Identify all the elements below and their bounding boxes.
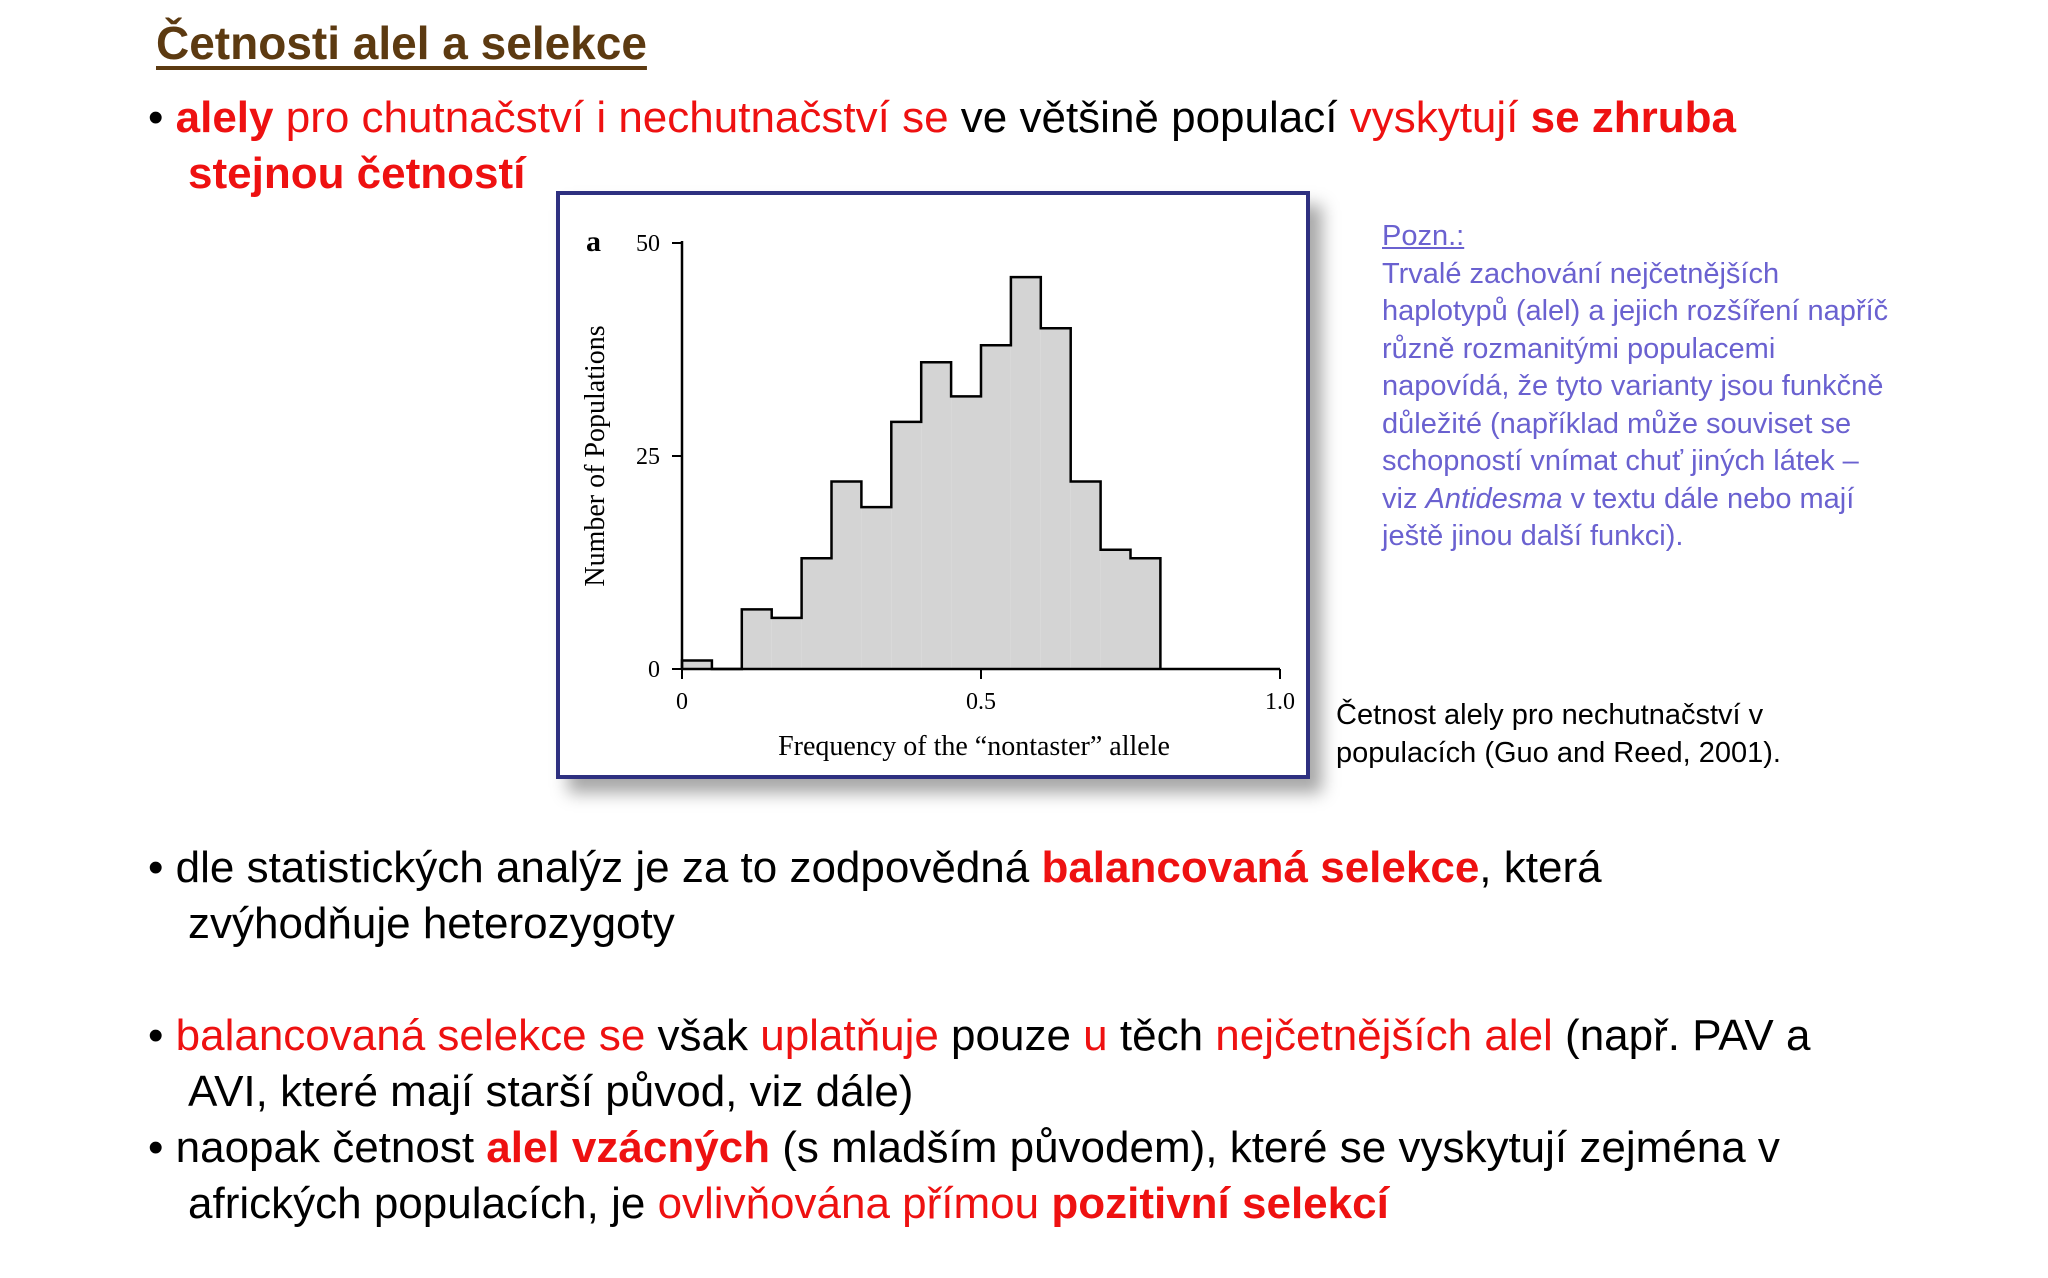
histogram-bar	[981, 345, 1011, 669]
bullet-allele-frequency: • alely pro chutnačství i nechutnačství se ve většině populací vyskytují se zhruba stejnou četností	[148, 93, 1737, 198]
histogram-bar	[951, 396, 981, 669]
note-text-2: v textu dále nebo mají ještě jinou další funkci).	[1382, 482, 1855, 552]
y-tick-label: 25	[636, 444, 660, 470]
histogram-chart	[560, 195, 1306, 775]
histogram-bar	[861, 507, 891, 669]
note-italic: Antidesma	[1425, 482, 1563, 515]
bullet-marker: •	[148, 1123, 164, 1172]
bullet-common-alleles: • balancovaná selekce se však uplatňuje pouze u těch nejčetnějších alel (např. PAV a AVI, které mají starší původ, viz dále)	[148, 1011, 1811, 1116]
slide-title: Četnosti alel a selekce	[156, 17, 647, 69]
histogram-bar	[802, 558, 832, 669]
bullet-marker: •	[148, 1011, 164, 1060]
histogram-bar	[921, 362, 951, 669]
histogram-figure	[556, 191, 1310, 779]
side-note	[1382, 218, 1902, 556]
histogram-bar	[1101, 550, 1131, 669]
histogram-bar	[682, 660, 712, 669]
histogram-bar	[891, 422, 921, 669]
bullet-balancing-selection: • dle statistických analýz je za to zodpovědná balancovaná selekce, která zvýhodňuje heterozygoty	[148, 843, 1602, 948]
x-tick-label: 0.5	[966, 689, 996, 715]
bullet-rare-alleles: • naopak četnost alel vzácných (s mladším původem), které se vyskytují zejména v afrických populacích, je ovlivňována přímou pozitivní selekcí	[148, 1123, 1780, 1228]
histogram-bar	[1041, 328, 1071, 669]
note-text-1: Trvalé zachování nejčetnějších haplotypů (alel) a jejich rozšíření napříč různě rozmanitými populacemi napovídá, že tyto varianty jsou funkčně důležité (například může souviset se schopností vnímat chuť jiných látek – viz	[1382, 257, 1889, 515]
y-axis-label: Number of Populations	[580, 325, 611, 587]
x-tick-label: 1.0	[1265, 689, 1295, 715]
histogram-bar	[742, 609, 772, 669]
x-tick-label: 0	[676, 689, 688, 715]
histogram-bar	[1011, 277, 1041, 669]
y-tick-label: 50	[636, 231, 660, 257]
histogram-bar	[772, 618, 802, 669]
histogram-bar	[1131, 558, 1161, 669]
panel-label: a	[586, 225, 601, 258]
x-axis-label: Frequency of the “nontaster” allele	[778, 731, 1170, 762]
histogram-bar	[832, 482, 862, 669]
histogram-bar	[1071, 482, 1101, 669]
note-heading: Pozn.:	[1382, 220, 1465, 252]
bullet-marker: •	[148, 843, 164, 892]
y-tick-label: 0	[648, 657, 660, 683]
bullet-marker: •	[148, 93, 164, 142]
figure-caption: Četnost alely pro nechutnačství v populacích (Guo and Reed, 2001).	[1336, 699, 1781, 769]
